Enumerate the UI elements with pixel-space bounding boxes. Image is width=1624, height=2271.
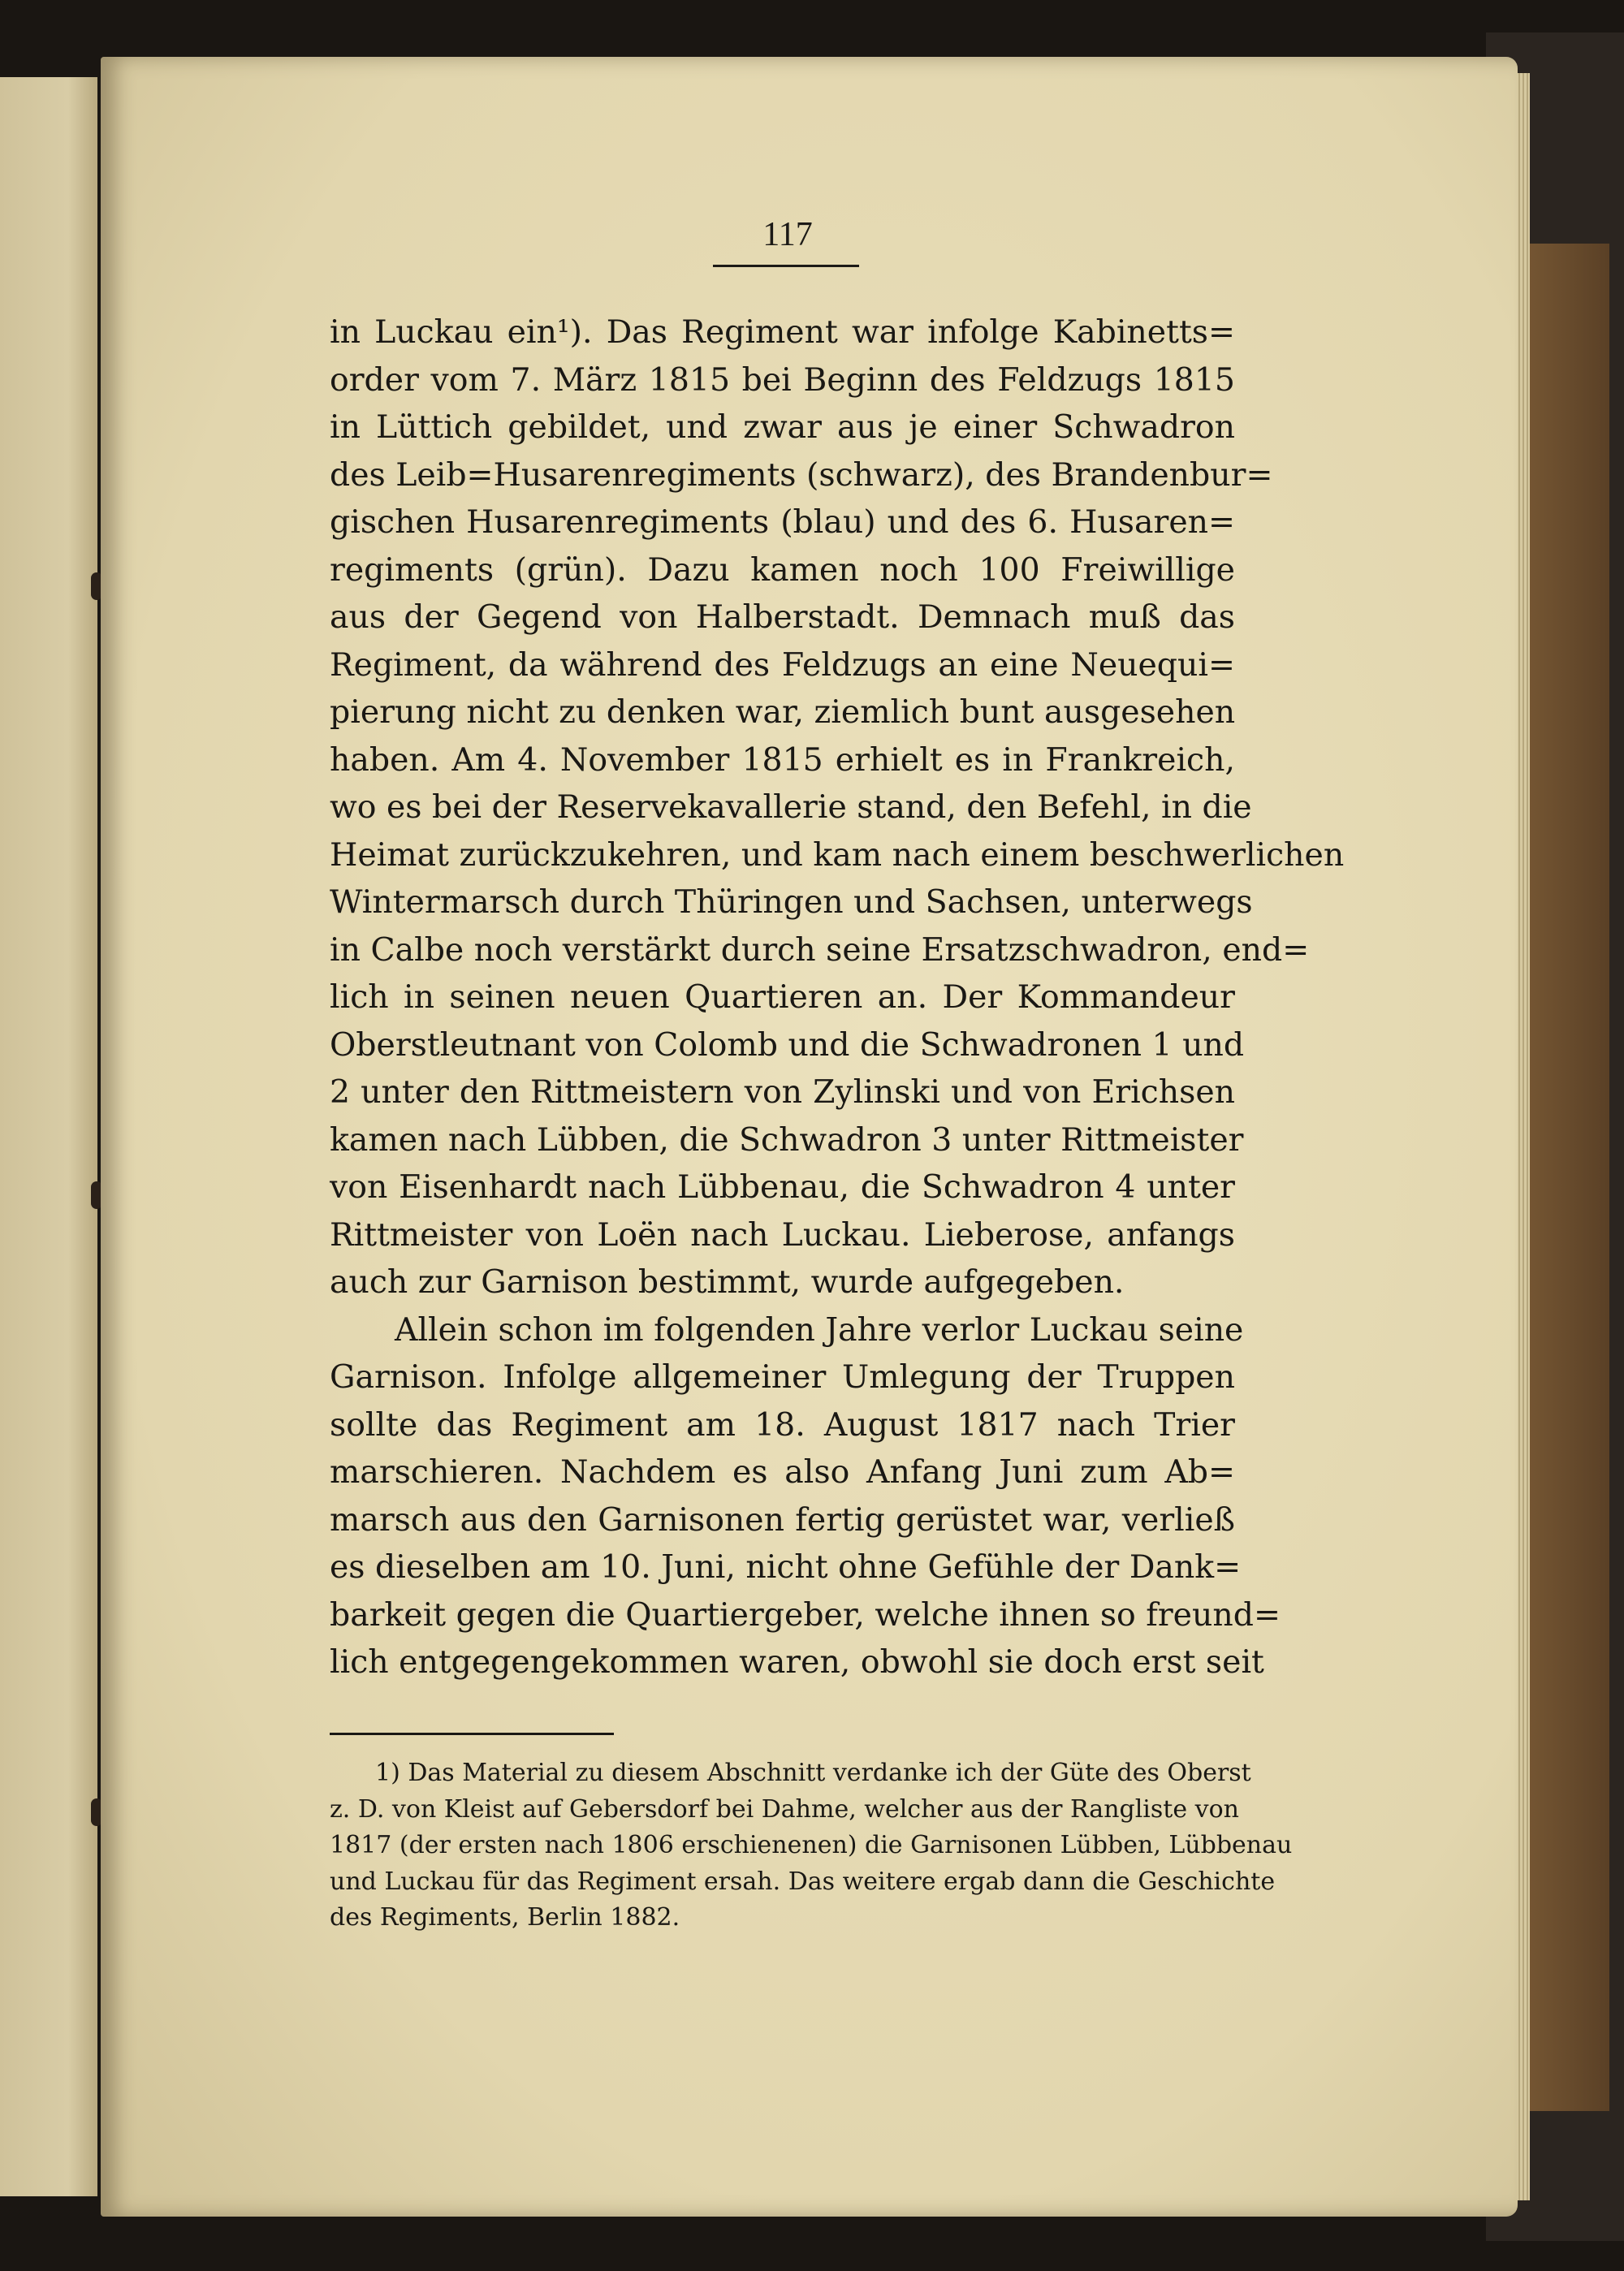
text-line: in Lüttich gebildet, und zwar aus je einer Schwadron xyxy=(330,408,1235,446)
header-rule xyxy=(713,265,859,267)
text-line: Wintermarsch durch Thüringen und Sachsen, unterwegs xyxy=(330,883,1253,921)
text-line: Regiment, da während des Feldzugs an eine Neuequi= xyxy=(330,645,1235,684)
text-line: sollte das Regiment am 18. August 1817 nach Trier xyxy=(330,1405,1235,1444)
text-line: wo es bei der Reservekavallerie stand, den Befehl, in die xyxy=(330,788,1252,826)
text-line: haben. Am 4. November 1815 erhielt es in Frankreich, xyxy=(330,740,1235,779)
text-line: lich entgegengekommen waren, obwohl sie doch erst seit xyxy=(330,1643,1264,1681)
footnote-rule xyxy=(330,1733,614,1735)
text-line: Heimat zurückzukehren, und kam nach einem beschwerlichen xyxy=(330,835,1345,874)
left-page-edge xyxy=(0,77,97,2196)
text-line: aus der Gegend von Halberstadt. Demnach muß das xyxy=(330,598,1235,636)
footnote-line: z. D. von Kleist auf Gebersdorf bei Dahme, welcher aus der Rangliste von xyxy=(330,1794,1239,1824)
text-line: 2 unter den Rittmeistern von Zylinski und von Erichsen xyxy=(330,1073,1235,1111)
footnote-line: und Luckau für das Regiment ersah. Das weitere ergab dann die Geschichte xyxy=(330,1867,1276,1896)
footnote-line: 1) Das Material zu diesem Abschnitt verdanke ich der Güte des Oberst xyxy=(375,1759,1251,1787)
text-line: pierung nicht zu denken war, ziemlich bunt ausgesehen xyxy=(330,693,1236,731)
body-text xyxy=(330,309,1345,1686)
text-line: marsch aus den Garnisonen fertig gerüstet war, verließ xyxy=(330,1500,1235,1539)
text-line: kamen nach Lübben, die Schwadron 3 unter Rittmeister xyxy=(330,1120,1244,1159)
text-line: marschieren. Nachdem es also Anfang Juni zum Ab= xyxy=(330,1453,1235,1491)
text-line: auch zur Garnison bestimmt, wurde aufgegeben. xyxy=(330,1263,1125,1301)
text-line: regiments (grün). Dazu kamen noch 100 Freiwillige xyxy=(330,550,1235,589)
footnote xyxy=(330,1755,1293,1936)
page-number: 117 xyxy=(762,216,813,253)
text-line: lich in seinen neuen Quartieren an. Der Kommandeur xyxy=(330,978,1235,1016)
text-line: es dieselben am 10. Juni, nicht ohne Gefühle der Dank= xyxy=(330,1548,1242,1586)
text-line: in Calbe noch verstärkt durch seine Ersatzschwadron, end= xyxy=(330,930,1310,969)
text-line: Allein schon im folgenden Jahre verlor Luckau seine xyxy=(395,1310,1244,1349)
text-line: des Leib=Husarenregiments (schwarz), des Brandenbur= xyxy=(330,455,1273,494)
text-line: barkeit gegen die Quartiergeber, welche ihnen so freund= xyxy=(330,1595,1281,1634)
footnote-line: des Regiments, Berlin 1882. xyxy=(330,1903,680,1932)
text-line: Oberstleutnant von Colomb und die Schwadronen 1 und xyxy=(330,1025,1245,1064)
footnote-line: 1817 (der ersten nach 1806 erschienenen) die Garnisonen Lübben, Lübbenau xyxy=(330,1831,1293,1859)
text-line: Rittmeister von Loën nach Luckau. Lieberose, anfangs xyxy=(330,1215,1235,1254)
text-line: in Luckau ein¹). Das Regiment war infolge Kabinetts= xyxy=(330,313,1235,351)
text-line: Garnison. Infolge allgemeiner Umlegung der Truppen xyxy=(330,1358,1235,1396)
text-line: von Eisenhardt nach Lübbenau, die Schwadron 4 unter xyxy=(330,1168,1235,1206)
text-line: gischen Husarenregiments (blau) und des 6. Husaren= xyxy=(330,503,1235,541)
text-line: order vom 7. März 1815 bei Beginn des Feldzugs 1815 xyxy=(330,361,1235,399)
